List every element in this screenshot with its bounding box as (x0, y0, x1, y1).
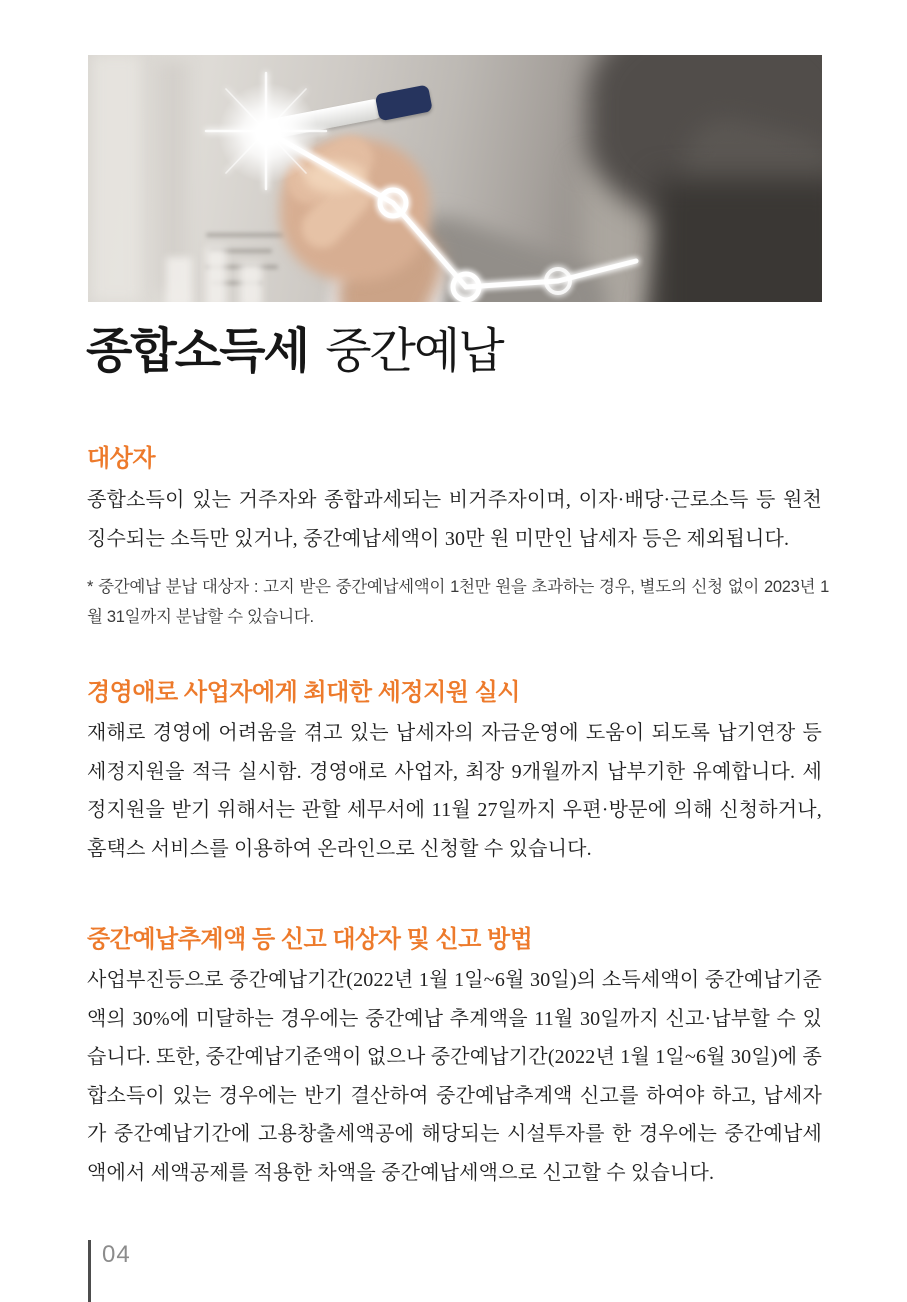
lens-flare (216, 81, 320, 185)
section-body-target: 종합소득이 있는 거주자와 종합과세되는 비거주자이며, 이자·배당·근로소득 등 원천징수되는 소득만 있거나, 중간예납세액이 30만 원 미만인 납세자 등은 제외됩니다. (87, 489, 822, 550)
footnote-installment: * 중간예납 분납 대상자 : 고지 받은 중간예납세액이 1천만 원을 초과하는 경우, 별도의 신청 없이 2023년 1월 31일까지 분납할 수 있습니다. (87, 578, 829, 626)
page-title-regular: 중간예납 (325, 325, 503, 378)
section-body-tax-support: 재해로 경영에 어려움을 겪고 있는 납세자의 자금운영에 도움이 되도록 납기연장 등 세정지원을 적극 실시함. 경영애로 사업자, 최장 9개월까지 납부기한 유예합니다. 세정지원을 받기 위해서는 관할 세무서에 11월 27일까지 우편·방문에 의해 신청하거나, 홈택스 서비스를 이용하여 온라인으로 신청할 수 있습니다. (87, 722, 822, 860)
page-title-bold: 종합소득세 (86, 325, 308, 378)
footer-rule (88, 1240, 91, 1302)
page-title (86, 312, 826, 381)
glowing-chart-line (88, 55, 822, 302)
page-number: 04 (102, 1241, 131, 1268)
section-heading-tax-support: 경영애로 사업자에게 최대한 세정지원 실시 (87, 679, 520, 706)
hero-image (88, 55, 822, 302)
section-heading-estimate-report: 중간예납추계액 등 신고 대상자 및 신고 방법 (87, 926, 533, 953)
section-body-estimate-report: 사업부진등으로 중간예납기간(2022년 1월 1일~6월 30일)의 소득세액이 중간예납기준액의 30%에 미달하는 경우에는 중간예납 추계액을 11월 30일까지 신고·납부할 수 있습니다. 또한, 중간예납기준액이 없으나 중간예납기간(2022년 1월 1일~6월 30일)에 종합소득이 있는 경우에는 반기 결산하여 중간예납추계액 신고를 하여야 하고, 납세자가 중간예납기간에 고용창출세액공에 해당되는 시설투자를 한 경우에는 중간예납세액에서 세액공제를 적용한 차액을 중간예납세액으로 신고할 수 있습니다. (87, 969, 822, 1184)
section-heading-target: 대상자 (87, 445, 156, 472)
